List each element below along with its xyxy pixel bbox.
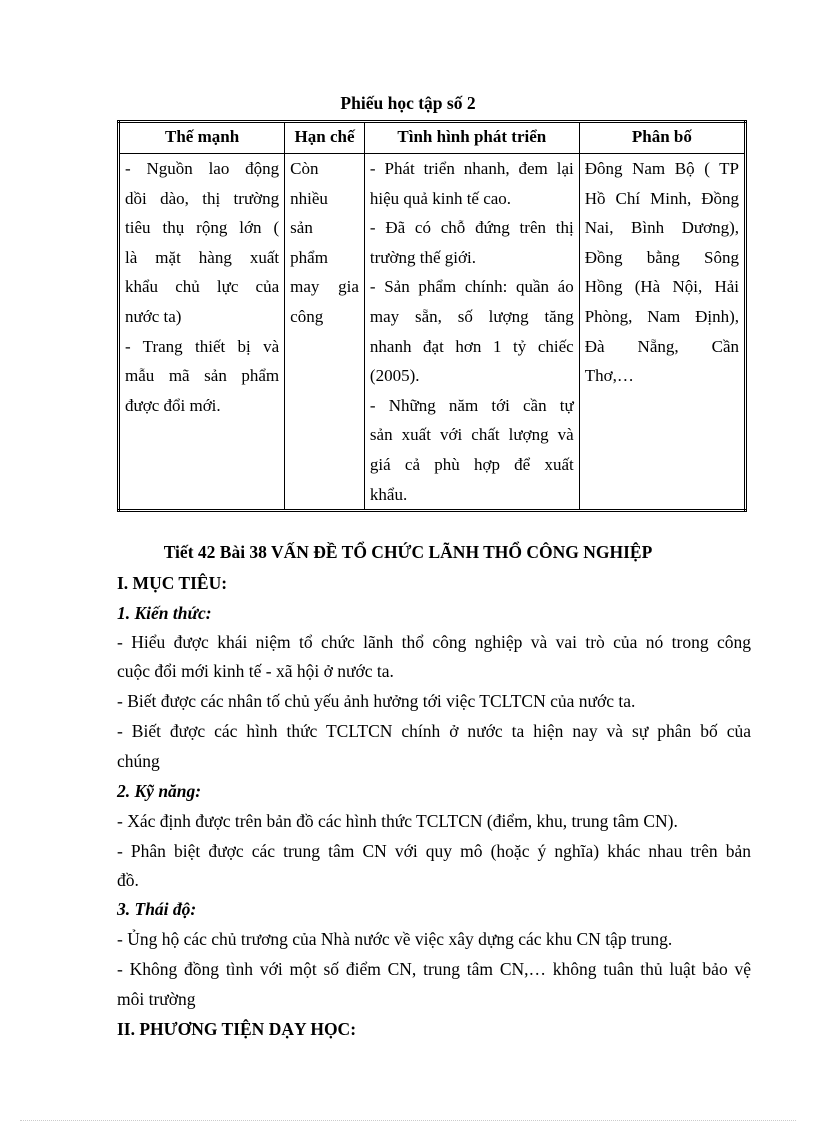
cell-line: khẩu chủ lực của <box>125 277 280 297</box>
table-header-row <box>119 122 746 154</box>
cell-line: nhiều <box>290 188 328 208</box>
skills-item-2: - Phân biệt được các trung tâm CN với quy mô (hoặc ý nghĩa) khác nhau trên bản <box>117 841 751 861</box>
cell-development <box>364 154 579 511</box>
cell-line: mẫu mã sản phẩm <box>125 366 280 386</box>
cell-line: công <box>290 306 324 326</box>
cell-line: may sẵn, số lượng tăng <box>369 306 574 326</box>
cell-line: Đồng bằng Sông <box>584 247 739 267</box>
cell-line: may gia <box>290 277 359 297</box>
attitude-heading: 3. Thái độ: <box>117 899 197 919</box>
knowledge-item-1-cont: cuộc đổi mới kinh tế - xã hội ở nước ta. <box>117 661 394 681</box>
header-development: Tình hình phát triển <box>364 122 579 154</box>
cell-line: sản xuất với chất lượng và <box>369 425 574 445</box>
knowledge-item-1: - Hiểu được khái niệm tổ chức lãnh thổ công nghiệp và vai trò của nó trong công <box>117 632 751 652</box>
cell-line: Đà Nẵng, Cần <box>584 336 739 356</box>
cell-line: dồi dào, thị trường <box>125 188 280 208</box>
cell-line: Đông Nam Bộ ( TP <box>584 159 739 178</box>
cell-line: giá cả phù hợp để xuất <box>369 454 574 474</box>
cell-line: tiêu thụ rộng lớn ( <box>125 218 280 238</box>
section-objectives-heading: I. MỤC TIÊU: <box>117 573 228 593</box>
attitude-item-2-cont: môi trường <box>117 989 196 1009</box>
cell-line: Nai, Bình Dương), <box>584 218 739 238</box>
knowledge-item-3: - Biết được các hình thức TCLTCN chính ở nước ta hiện nay và sự phân bố của <box>117 721 751 741</box>
section-materials-heading: II. PHƯƠNG TIỆN DẠY HỌC: <box>117 1019 357 1039</box>
skills-item-2-cont: đồ. <box>117 870 139 890</box>
page-bottom-divider <box>20 1120 796 1121</box>
knowledge-item-2: - Biết được các nhân tố chủ yếu ảnh hưởng tới việc TCLTCN của nước ta. <box>117 691 636 711</box>
skills-heading: 2. Kỹ năng: <box>117 781 202 801</box>
cell-line: (2005). <box>369 366 420 386</box>
cell-line: được đổi mới. <box>125 395 221 415</box>
table-row <box>119 154 746 511</box>
cell-line: Hồ Chí Minh, Đồng <box>584 188 739 208</box>
cell-line: sản <box>290 218 313 238</box>
knowledge-heading: 1. Kiến thức: <box>117 603 212 623</box>
cell-limitations <box>285 154 365 511</box>
cell-strengths <box>119 154 285 511</box>
header-distribution: Phân bố <box>579 122 745 154</box>
cell-line: Phòng, Nam Định), <box>584 306 739 326</box>
cell-line: là mặt hàng xuất <box>125 247 280 267</box>
worksheet-title: Phiếu học tập số 2 <box>340 93 476 113</box>
header-strengths: Thế mạnh <box>119 122 285 154</box>
lesson-title: Tiết 42 Bài 38 VẤN ĐỀ TỔ CHỨC LÃNH THỔ CÔNG NGHIỆP <box>163 542 653 562</box>
skills-item-1: - Xác định được trên bản đồ các hình thức TCLTCN (điểm, khu, trung tâm CN). <box>117 811 678 831</box>
cell-line: khẩu. <box>369 484 408 504</box>
cell-line: Còn <box>290 159 319 178</box>
cell-line: trường thế giới. <box>369 247 476 267</box>
cell-line: Hồng (Hà Nội, Hải <box>584 277 739 297</box>
cell-line: nước ta) <box>125 306 182 326</box>
cell-line: - Phát triển nhanh, đem lại <box>369 159 574 178</box>
cell-line: hiệu quả kinh tế cao. <box>369 188 512 208</box>
cell-line: - Sản phẩm chính: quần áo <box>369 277 574 297</box>
cell-line: - Nguồn lao động <box>125 159 280 178</box>
cell-distribution <box>579 154 745 511</box>
knowledge-item-3-cont: chúng <box>117 751 160 771</box>
cell-line: Thơ,… <box>584 366 634 386</box>
cell-line: nhanh đạt hơn 1 tỷ chiếc <box>369 336 574 356</box>
cell-line: - Những năm tới cần tự <box>369 395 574 415</box>
cell-line: - Đã có chỗ đứng trên thị <box>369 218 574 238</box>
cell-line: - Trang thiết bị và <box>125 336 280 356</box>
cell-line: phẩm <box>290 247 328 267</box>
attitude-item-1: - Ủng hộ các chủ trương của Nhà nước về việc xây dựng các khu CN tập trung. <box>117 929 673 949</box>
attitude-item-2: - Không đồng tình với một số điểm CN, trung tâm CN,… không tuân thủ luật bảo vệ <box>117 959 751 979</box>
header-limitations: Hạn chế <box>285 122 365 154</box>
worksheet-table <box>117 120 747 512</box>
